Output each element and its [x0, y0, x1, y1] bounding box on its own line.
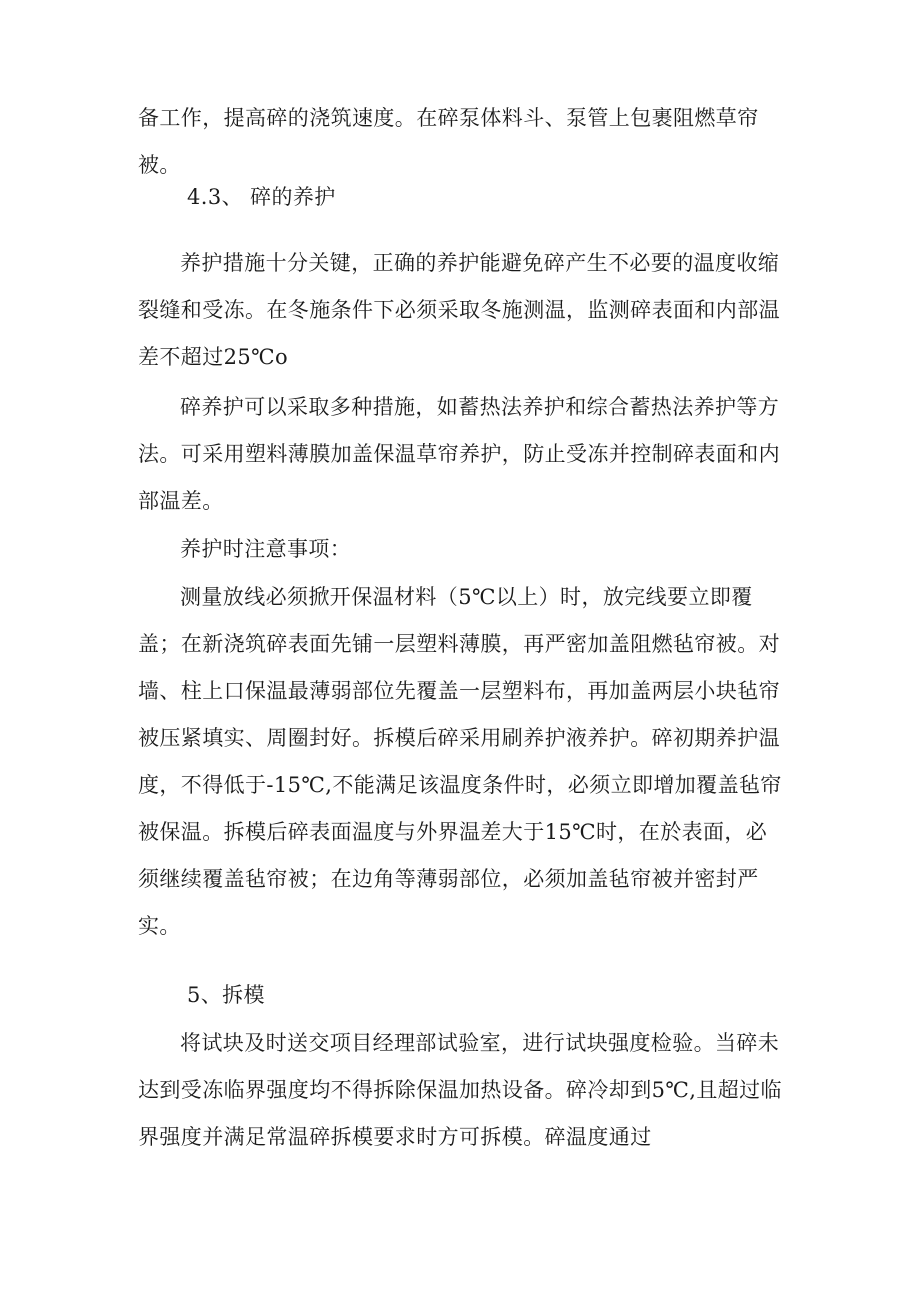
- paragraph-demolding: 将试块及时送交项目经理部试验室，进行试块强度检验。当碎未达到受冻临界强度均不得拆除保温加热设备。碎冷却到5℃,且超过临界强度并满足常温碎拆模要求时方可拆模。碎温度通过: [138, 1031, 782, 1149]
- section-heading-curing: 4.3、 碎的养护: [187, 185, 336, 209]
- paragraph-curing-importance: 养护措施十分关键，正确的养护能避免碎产生不必要的温度收缩裂缝和受冻。在冬施条件下必须采取冬施测温，监测碎表面和内部温差不超过25℃o: [138, 251, 780, 369]
- paragraph-pump-preparation: 备工作，提高碎的浇筑速度。在碎泵体料斗、泵管上包裹阻燃草帘被。: [138, 106, 759, 177]
- paragraph-curing-methods: 碎养护可以采取多种措施，如蓄热法养护和综合蓄热法养护等方法。可采用塑料薄膜加盖保温草帘养护，防止受冻并控制碎表面和内部温差。: [138, 395, 780, 513]
- paragraph-notes-body: 测量放线必须掀开保温材料（5℃以上）时，放完线要立即覆盖；在新浇筑碎表面先铺一层塑料薄膜，再严密加盖阻燃毡帘被。对墙、柱上口保温最薄弱部位先覆盖一层塑料布，再加盖两层小块毡帘被压紧填实、周圈封好。拆模后碎采用刷养护液养护。碎初期养护温度，不得低于-15℃,不能满足该温度条件时，必须立即增加覆盖毡帘被保温。拆模后碎表面温度与外界温差大于15℃时，在於表面，必须继续覆盖毡帘被；在边角等薄弱部位，必须加盖毡帘被并密封严实。: [138, 585, 782, 938]
- paragraph-notes-title: 养护时注意事项：: [180, 537, 352, 561]
- section-heading-demolding: 5、拆模: [187, 983, 265, 1007]
